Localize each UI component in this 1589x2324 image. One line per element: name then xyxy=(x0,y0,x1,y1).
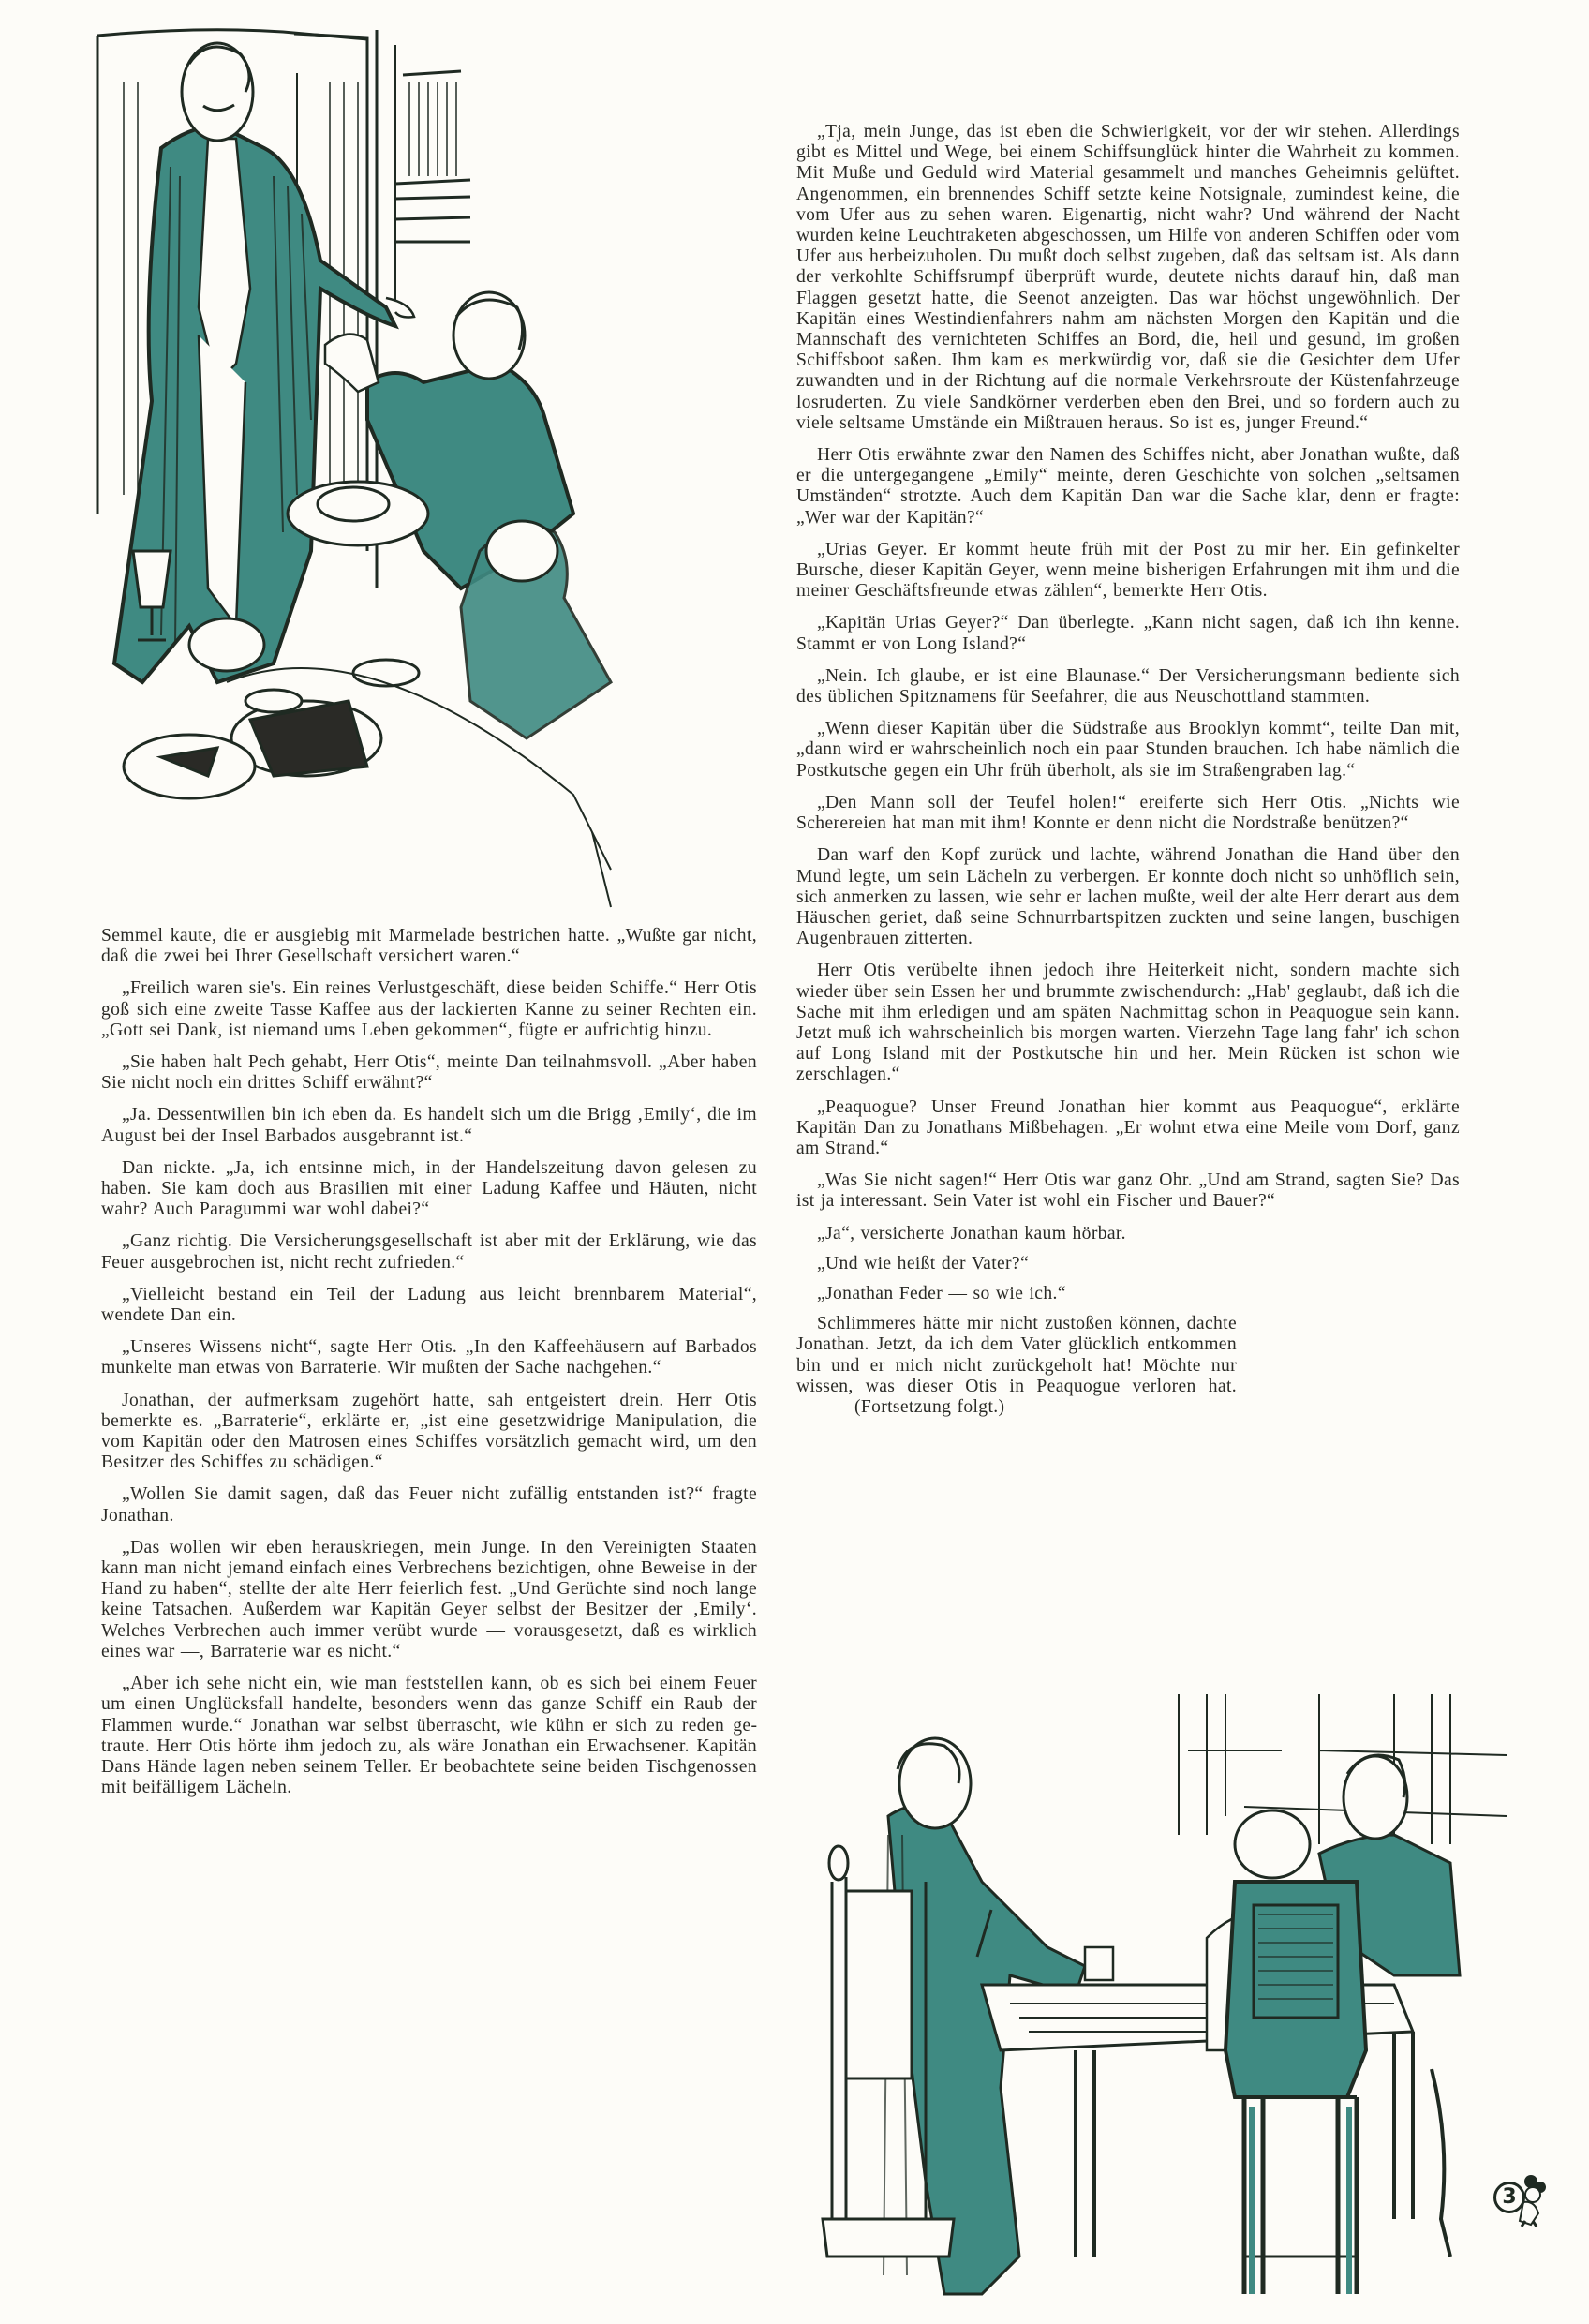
closing-paragraph xyxy=(796,1314,1237,1418)
paragraph: „Aber ich sehe nicht ein, wie man feststellen kann, ob es sich bei einem Feuer um einen Unglücksfall handelte, besonders wenn das ganze Schiff ein Raub der Flammen wurde.“ Jonathan war selbst überrascht, wie kühn er sich zu reden getraute. Herr Otis hörte ihm jedoch zu, als wäre Jonathan ein Erwachsener. Kapitän Dans Hände lagen neben seinem Teller. Er beobachtete seine beiden Tischgenossen mit beifälligem Lächeln. xyxy=(101,1674,757,1798)
paragraph: „Nein. Ich glaube, er ist eine Blaunase.“ Der Versicherungsmann bediente sich des üblichen Spitznamens für Seefahrer, die aus Neuschottland stammten. xyxy=(796,665,1460,708)
paragraph: Dan warf den Kopf zurück und lachte, während Jonathan die Hand über den Mund legte, um sein Lächeln zu verbergen. Er konnte doch nicht so unhöflich sein, sich anmerken zu lassen, wie sehr er lachen mußte, weil der alte Herr derart aus dem Häuschen geriet, daß seine Schnurrbartspitzen zuckten und seine langen, buschigen Augenbrauen zitterten. xyxy=(796,845,1460,949)
continuation-note: (Fortsetzung folgt.) xyxy=(854,1396,1005,1417)
paragraph: „Jonathan Feder — so wie ich.“ xyxy=(817,1283,1066,1304)
paragraph: „Freilich waren sie's. Ein reines Verlustgeschäft, diese beiden Schiffe.“ Herr Otis goß sich eine zweite Tasse Kaffee aus der lackierten Kanne zu seiner Rechten ein. „Gott sei Dank, ist niemand ums Leben gekommen“, fügte er aufrichtig hinzu. xyxy=(101,978,757,1040)
paragraph: Dan nickte. „Ja, ich entsinne mich, in der Handelszeitung davon gelesen zu haben. Sie kam doch aus Brasilien mit einer Ladung Kaffee und Häuten, nicht wahr? Auch Paragummi war wohl dabei?“ xyxy=(101,1157,757,1220)
paragraph: „Das wollen wir eben herauskriegen, mein Junge. In den Vereinigten Staaten kann man nicht jemand einfach eines Verbrechens bezichtigen, ohne Beweise in der Hand zu haben“, stellte der alte Herr feierlich fest. „Und Gerüchte sind noch lange keine Tatsachen. Außerdem war Kapitän Geyer selbst der Besitzer der ‚Emily‘. Welches Verbrechen auch immer verübt wurde — vorausgesetzt, daß es wirklich eines war —, Barraterie war es nicht.“ xyxy=(101,1537,757,1661)
paragraph: Herr Otis verübelte ihnen jedoch ihre Heiterkeit nicht, sondern machte sich wieder über sein Essen her und brummte zwischendurch: „Hab' geglaubt, daß ich die Sache mit ihm erledigen und am späten Nachmittag schon in Peaquogue sein kann. Jetzt muß ich wahrscheinlich bis morgen warten. Vierzehn Tage lang fahr' ich schon auf Long Island mit der Postkutsche hin und her. Mein Rücken ist schon wie zerschlagen.“ xyxy=(796,961,1460,1085)
closing-block xyxy=(796,1314,1237,1418)
paragraph: „Peaquogue? Unser Freund Jonathan hier kommt aus Peaquogue“, erklärte Kapitän Dan zu Jonathans Mißbehagen. „Er wohnt etwa eine Meile vom Dorf, ganz am Strand.“ xyxy=(796,1096,1460,1158)
paragraph: „Sie haben halt Pech gehabt, Herr Otis“, meinte Dan teilnahmsvoll. „Aber haben Sie nicht noch ein drittes Schiff erwähnt?“ xyxy=(101,1052,757,1094)
paragraph: „Vielleicht bestand ein Teil der Ladung aus leicht brennbarem Material“, wendete Dan ein. xyxy=(101,1284,757,1326)
page-number-badge xyxy=(1488,2172,1548,2228)
paragraph: „Kapitän Urias Geyer?“ Dan überlegte. „Kann nicht sagen, daß ich ihn kenne. Stammt er von Long Island?“ xyxy=(796,613,1460,654)
paragraph: Semmel kaute, die er ausgiebig mit Marmelade bestrichen hatte. „Wußte gar nicht, daß die zwei bei Ihrer Gesellschaft versichert waren.“ xyxy=(101,926,757,967)
right-column xyxy=(796,122,1460,1418)
illustration-top xyxy=(86,26,742,916)
paragraph: Herr Otis erwähnte zwar den Namen des Schiffes nicht, aber Jonathan wußte, daß er die untergegangene „Emily“ meinte, deren Geschichte von solchen „seltsamen Umständen“ strotzte. Auch dem Kapitän Dan war die Sache klar, denn er fragte: „Wer war der Kapitän?“ xyxy=(796,445,1460,528)
paragraph: „Tja, mein Junge, das ist eben die Schwierigkeit, vor der wir stehen. Allerdings gibt es Mittel und Wege, bei einem Schiffsunglück hinter die Wahrheit zu kommen. Mit Muße und Geduld wird Material gesammelt und manches Geheimnis gelüftet. Angenommen, ein brennendes Schiff setzte keine Notsignale, zumindest keine, die vom Ufer aus zu sehen waren. Eigenartig, nicht wahr? Und während der Nacht wurden keine Leuchtraketen abgeschossen, um Hilfe von anderen Schiffen oder vom Ufer aus herbeizuholen. Du mußt doch selbst zugeben, daß das seltsam ist. Als dann der verkohlte Schiffsrumpf überprüft wurde, deutete nichts darauf hin, daß man Flaggen gesetzt hatte, die Seenot anzeigten. Das war höchst ungewöhnlich. Der Kapitän eines Westindienfahrers nahm am nächsten Morgen den Kapitän und die Mannschaft des vernichteten Schiffes an Bord, die, heil und gesund, im großen Schiffsboot saßen. Ihm kam es merkwürdig vor, daß sie die Gesichter dem Ufer zuwandten und in der Richtung auf die normale Verkehrsroute der Küstenfahrzeuge losruderten. Zu viele Sandkörner verderben eben den Brei, und so fordern auch zu viele seltsame Umstände ein Mißtrauen heraus. So ist es, junger Freund.“ xyxy=(796,122,1460,433)
paragraph: „Ja. Dessentwillen bin ich eben da. Es handelt sich um die Brigg ‚Emily‘, die im August bei der Insel Barbados ausgebrannt ist.“ xyxy=(101,1105,757,1146)
three-at-dining-table-icon xyxy=(794,1694,1523,2313)
paragraph: „Und wie heißt der Vater?“ xyxy=(817,1253,1029,1274)
paragraph: „Urias Geyer. Er kommt heute früh mit der Post zu mir her. Ein gefinkelter Bursche, dieser Kapitän Geyer, wenn meine bisherigen Erfahrungen mit ihm und die meiner Geschäftsfreunde etwas zählen“, bemerkte Herr Otis. xyxy=(796,539,1460,602)
paragraph: „Was Sie nicht sagen!“ Herr Otis war ganz Ohr. „Und am Strand, sagten Sie? Das ist ja interessant. Sein Vater ist wohl ein Fischer und Bauer?“ xyxy=(796,1170,1460,1212)
paragraph: „Ja“, versicherte Jonathan kaum hörbar. xyxy=(817,1223,1126,1244)
closing-text: Schlimmeres hätte mir nicht zustoßen können, dachte Jonathan. Jetzt, da ich dem Vater glücklich entkommen bin und er mich nicht zurückgeholt hat! Möchte nur wissen, was dieser Otis in Peaquogue verloren hat. xyxy=(796,1314,1237,1396)
illustration-bottom xyxy=(794,1694,1523,2313)
paragraph: Jonathan, der aufmerksam zugehört hatte, sah entgeistert drein. Herr Otis bemerkte es. „Barraterie“, erklärte er, „ist eine gesetzwidrige Manipulation, die vom Kapitän oder den Matrosen eines Schiffes vorsätzlich gemacht wird, um den Besitzer des Schiffes zu schädigen.“ xyxy=(101,1390,757,1473)
paragraph: „Wenn dieser Kapitän über die Südstraße aus Brooklyn kommt“, teilte Dan mit, „dann wird er wahrscheinlich noch ein paar Stunden brauchen. Ich habe nämlich die Postkutsche gegen ein Uhr früh überholt, als sie im Straßengraben lag.“ xyxy=(796,719,1460,781)
left-column xyxy=(101,926,757,1810)
paragraph: „Unseres Wissens nicht“, sagte Herr Otis. „In den Kaffeehäusern auf Barbados munkelte man etwas von Barraterie. Wir mußten der Sache nachgehen.“ xyxy=(101,1337,757,1378)
men-at-breakfast-table-icon xyxy=(86,26,742,916)
paragraph: „Ganz richtig. Die Versicherungsgesellschaft ist aber mit der Erklärung, wie das Feuer ausgebrochen ist, nicht recht zufrieden.“ xyxy=(101,1231,757,1273)
paragraph: „Den Mann soll der Teufel holen!“ ereiferte sich Herr Otis. „Nichts wie Scherereien hat man mit ihm! Konnte er denn nicht die Nordstraße benützen?“ xyxy=(796,792,1460,834)
paragraph: „Wollen Sie damit sagen, daß das Feuer nicht zufällig entstanden ist?“ fragte Jonathan. xyxy=(101,1484,757,1526)
page-number: 3 xyxy=(1493,2182,1525,2213)
